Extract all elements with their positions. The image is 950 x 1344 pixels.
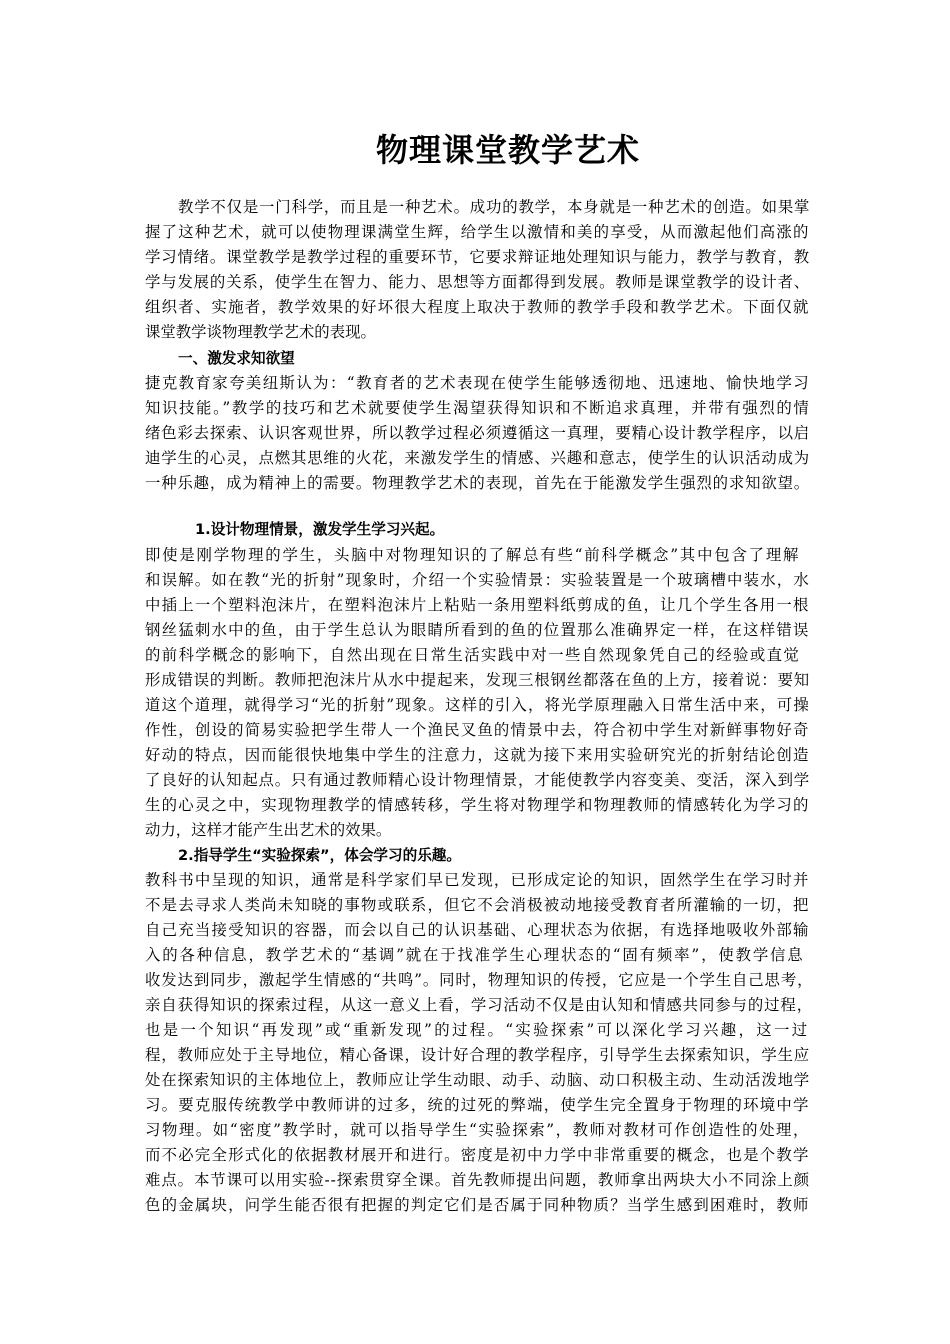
- section-heading: 一、激发求知欲望: [178, 350, 295, 367]
- body-text-line: 了良好的认知起点。只有通过教师精心设计物理情景，才能使教学内容变美、变活，深入到学: [145, 771, 811, 789]
- body-text-line: 道这个道理，就得学习“光的折射”现象。这样的引入，将光学原理融入日常生活中来，可操: [145, 696, 810, 714]
- section-heading: 1.设计物理情景，激发学生学习兴起。: [195, 521, 445, 538]
- body-text-line: 学习情绪。课堂教学是教学过程的重要环节，它要求辩证地处理知识与能力，教学与教育，教: [145, 248, 811, 266]
- body-text-line: 而不必完全形式化的依据教材展开和进行。密度是初中力学中非常重要的概念，也是个教学: [145, 1146, 810, 1164]
- body-text-line: 的前科学概念的影响下，自然出现在日常生活实践中对一些自然现象凭自己的经验或直觉: [145, 646, 801, 664]
- body-text-line: 色的金属块，问学生能否很有把握的判定它们是否属于同种物质？当学生感到困难时，教师: [145, 1196, 810, 1214]
- body-text-line: 习。要克服传统教学中教师讲的过多，统的过死的弊端，使学生完全置身于物理的环境中学: [145, 1096, 810, 1114]
- body-text-line: 绪色彩去探索、认识客观世界，所以教学过程必须遵循这一真理，要精心设计教学程序，以启: [145, 424, 811, 442]
- body-text-line: 动力，这样才能产生出艺术的效果。: [145, 821, 392, 839]
- body-text-line: 形成错误的判断。教师把泡沫片从水中提起来，发现三根钢丝都落在鱼的上方，接着说：要知: [145, 671, 811, 689]
- body-text-line: 程，教师应处于主导地位，精心备课，设计好合理的教学程序，引导学生去探索知识，学生应: [145, 1046, 811, 1064]
- body-text-line: 钢丝猛刺水中的鱼，由于学生总认为眼睛所看到的鱼的位置那么准确界定一样，在这样错误: [145, 621, 810, 639]
- body-text-line: 自己充当接受知识的容器，而会以自己的认识基础、心理状态为依据，有选择地吸收外部输: [145, 921, 810, 939]
- body-text-line: 知识技能。”教学的技巧和艺术就要使学生渴望获得知识和不断追求真理，并带有强烈的情: [145, 399, 811, 417]
- body-text-line: 组织者、实施者，教学效果的好坏很大程度上取决于教师的教学手段和教学艺术。下面仅就: [145, 298, 810, 316]
- body-text-line: 生的心灵之中，实现物理教学的情感转移，学生将对物理学和物理教师的情感转化为学习的: [145, 796, 810, 814]
- body-text-line: 一种乐趣，成为精神上的需要。物理教学艺术的表现，首先在于能激发学生强烈的求知欲望。: [145, 474, 811, 492]
- body-text-line: 握了这种艺术，就可以使物理课满堂生辉，给学生以激情和美的享受，从而激起他们高涨的: [145, 223, 810, 241]
- body-text-line: 亲自获得知识的探索过程，从这一意义上看，学习活动不仅是由认知和情感共同参与的过程，: [145, 996, 813, 1014]
- body-text-line: 和误解。如在教“光的折射”现象时，介绍一个实验情景：实验装置是一个玻璃槽中装水，水: [145, 571, 810, 589]
- body-text-line: 入的各种信息，教学艺术的“基调”就在于找准学生心理状态的“固有频率”，使教学信息: [145, 946, 805, 964]
- body-text-line: 好动的特点，因而能很快地集中学生的注意力，这就为接下来用实验研究光的折射结论创造: [145, 746, 810, 764]
- body-text-line: 教学不仅是一门科学，而且是一种艺术。成功的教学，本身就是一种艺术的创造。如果掌: [178, 198, 811, 216]
- body-text-line: 不是去寻求人类尚未知晓的事物或联系，但它不会消极被动地接受教育者所灌输的一切，把: [145, 896, 810, 914]
- section-heading: 2.指导学生“实验探索”，体会学习的乐趣。: [178, 847, 461, 864]
- body-text-line: 难点。本节课可以用实验--探索贯穿全课。首先教师提出问题，教师拿出两块大小不同涂上颜: [145, 1171, 811, 1189]
- page-title: 物理课堂教学艺术: [375, 131, 640, 169]
- body-text-line: 捷克教育家夸美纽斯认为：“教育者的艺术表现在使学生能够透彻地、迅速地、愉快地学习: [145, 374, 811, 392]
- body-text-line: 收发达到同步，激起学生情感的“共鸣”。同时，物理知识的传授，它应是一个学生自己思考，: [145, 971, 814, 989]
- body-text-line: 作性，创设的简易实验把学生带人一个渔民叉鱼的情景中去，符合初中学生对新鲜事物好奇: [145, 721, 810, 739]
- body-text-line: 中插上一个塑料泡沫片，在塑料泡沫片上粘贴一条用塑料纸剪成的鱼，让几个学生各用一根: [145, 596, 810, 614]
- body-text-line: 习物理。如“密度”教学时，就可以指导学生“实验探索”，教师对教材可作创造性的处理，: [145, 1121, 810, 1139]
- body-text-line: 处在探索知识的主体地位上，教师应让学生动眼、动手、动脑、动口积极主动、生动活泼地学: [145, 1071, 811, 1089]
- body-text-line: 学与发展的关系，使学生在智力、能力、思想等方面都得到发展。教师是课堂教学的设计者、: [145, 273, 811, 291]
- body-text-line: 课堂教学谈物理教学艺术的表现。: [145, 323, 376, 341]
- body-text-line: 迪学生的心灵，点燃其思维的火花，来激发学生的情感、兴趣和意志，使学生的认识活动成为: [145, 449, 811, 467]
- body-text-line: 也是一个知识“再发现”或“重新发现”的过程。“实验探索”可以深化学习兴趣，这一过: [145, 1021, 810, 1039]
- body-text-line: 教科书中呈现的知识，通常是科学家们早已发现，已形成定论的知识，固然学生在学习时并: [145, 871, 810, 889]
- body-text-line: 即使是刚学物理的学生，头脑中对物理知识的了解总有些“前科学概念”其中包含了理解: [145, 546, 801, 564]
